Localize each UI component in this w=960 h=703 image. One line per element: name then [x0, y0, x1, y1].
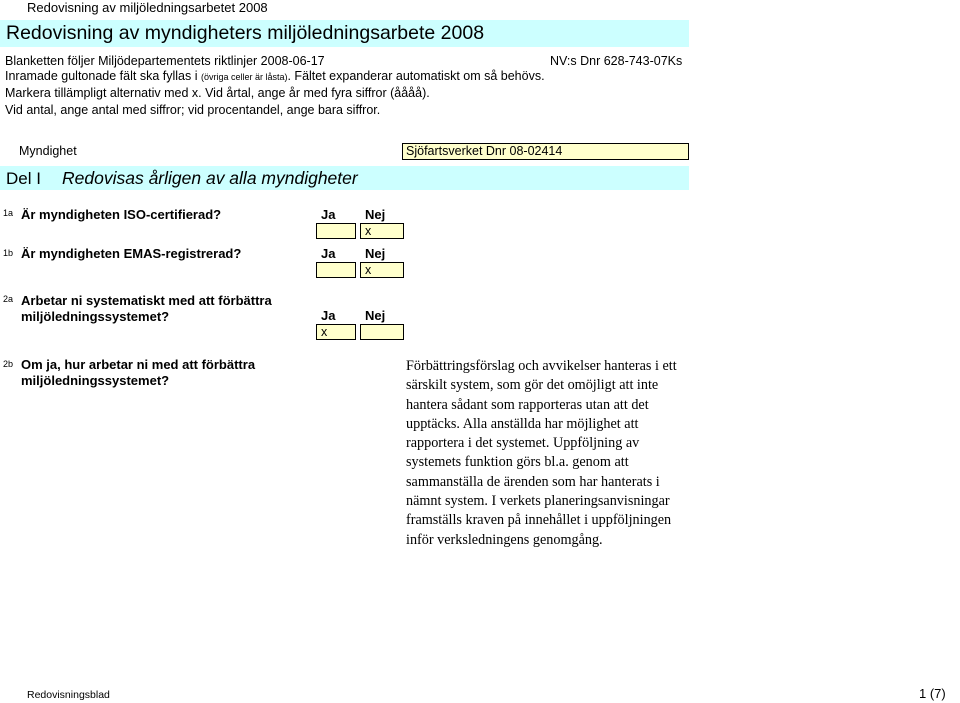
- authority-field[interactable]: Sjöfartsverket Dnr 08-02414: [402, 143, 689, 160]
- guideline-text: Blanketten följer Miljödepartementets riktlinjer 2008-06-17: [5, 54, 325, 68]
- improvement-answer-field[interactable]: Förbättringsförslag och avvikelser hanteras i ett särskilt system, som gör det omöjligt att inte hantera sådant som rapporteras utan att det upptäcks. Alla anställda har möjlighet att rapportera i det systemet. Uppföljning av systemets funktion görs bl.a. genom att sammanställa de ärenden som har hanterats i nämnt system. I verkets planeringsanvisningar framställs kraven på innehållet i uppföljningen inför verksledningens genomgång.: [406, 358, 677, 548]
- question-systematic-line2: miljöledningssystemet?: [21, 309, 170, 324]
- instruction-fields: [5, 69, 545, 83]
- instruction-marking: Markera tillämpligt alternativ med x. Vid årtal, ange år med fyra siffror (åååå).: [5, 86, 430, 100]
- instruction-fields-text: Inramade gultonade fält ska fyllas i: [5, 69, 198, 83]
- reference-number: NV:s Dnr 628-743-07Ks: [550, 54, 683, 68]
- main-title: Redovisning av myndigheters miljöledningsarbete 2008: [6, 22, 485, 44]
- iso-yes-field[interactable]: [316, 223, 356, 239]
- question-systematic-line1: Arbetar ni systematiskt med att förbättra: [21, 293, 272, 308]
- section-number: Del I: [6, 169, 41, 188]
- no-label: Nej: [365, 246, 386, 261]
- instruction-numbers: Vid antal, ange antal med siffror; vid procentandel, ange bara siffror.: [5, 103, 381, 117]
- yes-label: Ja: [321, 246, 336, 261]
- question-id: 1b: [3, 248, 14, 258]
- question-how-line2: miljöledningssystemet?: [21, 373, 170, 388]
- page-number: 1 (7): [919, 686, 946, 701]
- systematic-no-field[interactable]: [360, 324, 404, 340]
- footer-sheet-name: Redovisningsblad: [27, 689, 110, 701]
- question-iso-text: Är myndigheten ISO-certifierad?: [21, 207, 222, 222]
- question-id: 1a: [3, 208, 14, 218]
- question-emas-text: Är myndigheten EMAS-registrerad?: [21, 246, 242, 261]
- question-id: 2a: [3, 294, 14, 304]
- question-id: 2b: [3, 359, 14, 369]
- iso-no-field[interactable]: x: [360, 223, 404, 239]
- instruction-expand-text: . Fältet expanderar automatiskt om så behövs.: [287, 69, 545, 83]
- question-how-line1: Om ja, hur arbetar ni med att förbättra: [21, 357, 256, 372]
- emas-yes-field[interactable]: [316, 262, 356, 278]
- instruction-locked-note: (övriga celler är låsta): [200, 72, 288, 82]
- no-label: Nej: [365, 308, 386, 323]
- main-title-banner: [0, 20, 689, 47]
- section-title: Redovisas årligen av alla myndigheter: [62, 168, 358, 188]
- section-banner: [0, 166, 689, 190]
- yes-label: Ja: [321, 207, 336, 222]
- emas-no-field[interactable]: x: [360, 262, 404, 278]
- yes-label: Ja: [321, 308, 336, 323]
- no-label: Nej: [365, 207, 386, 222]
- authority-label: Myndighet: [19, 144, 77, 158]
- systematic-yes-field[interactable]: x: [316, 324, 356, 340]
- document-top-title: Redovisning av miljöledningsarbetet 2008: [27, 0, 268, 15]
